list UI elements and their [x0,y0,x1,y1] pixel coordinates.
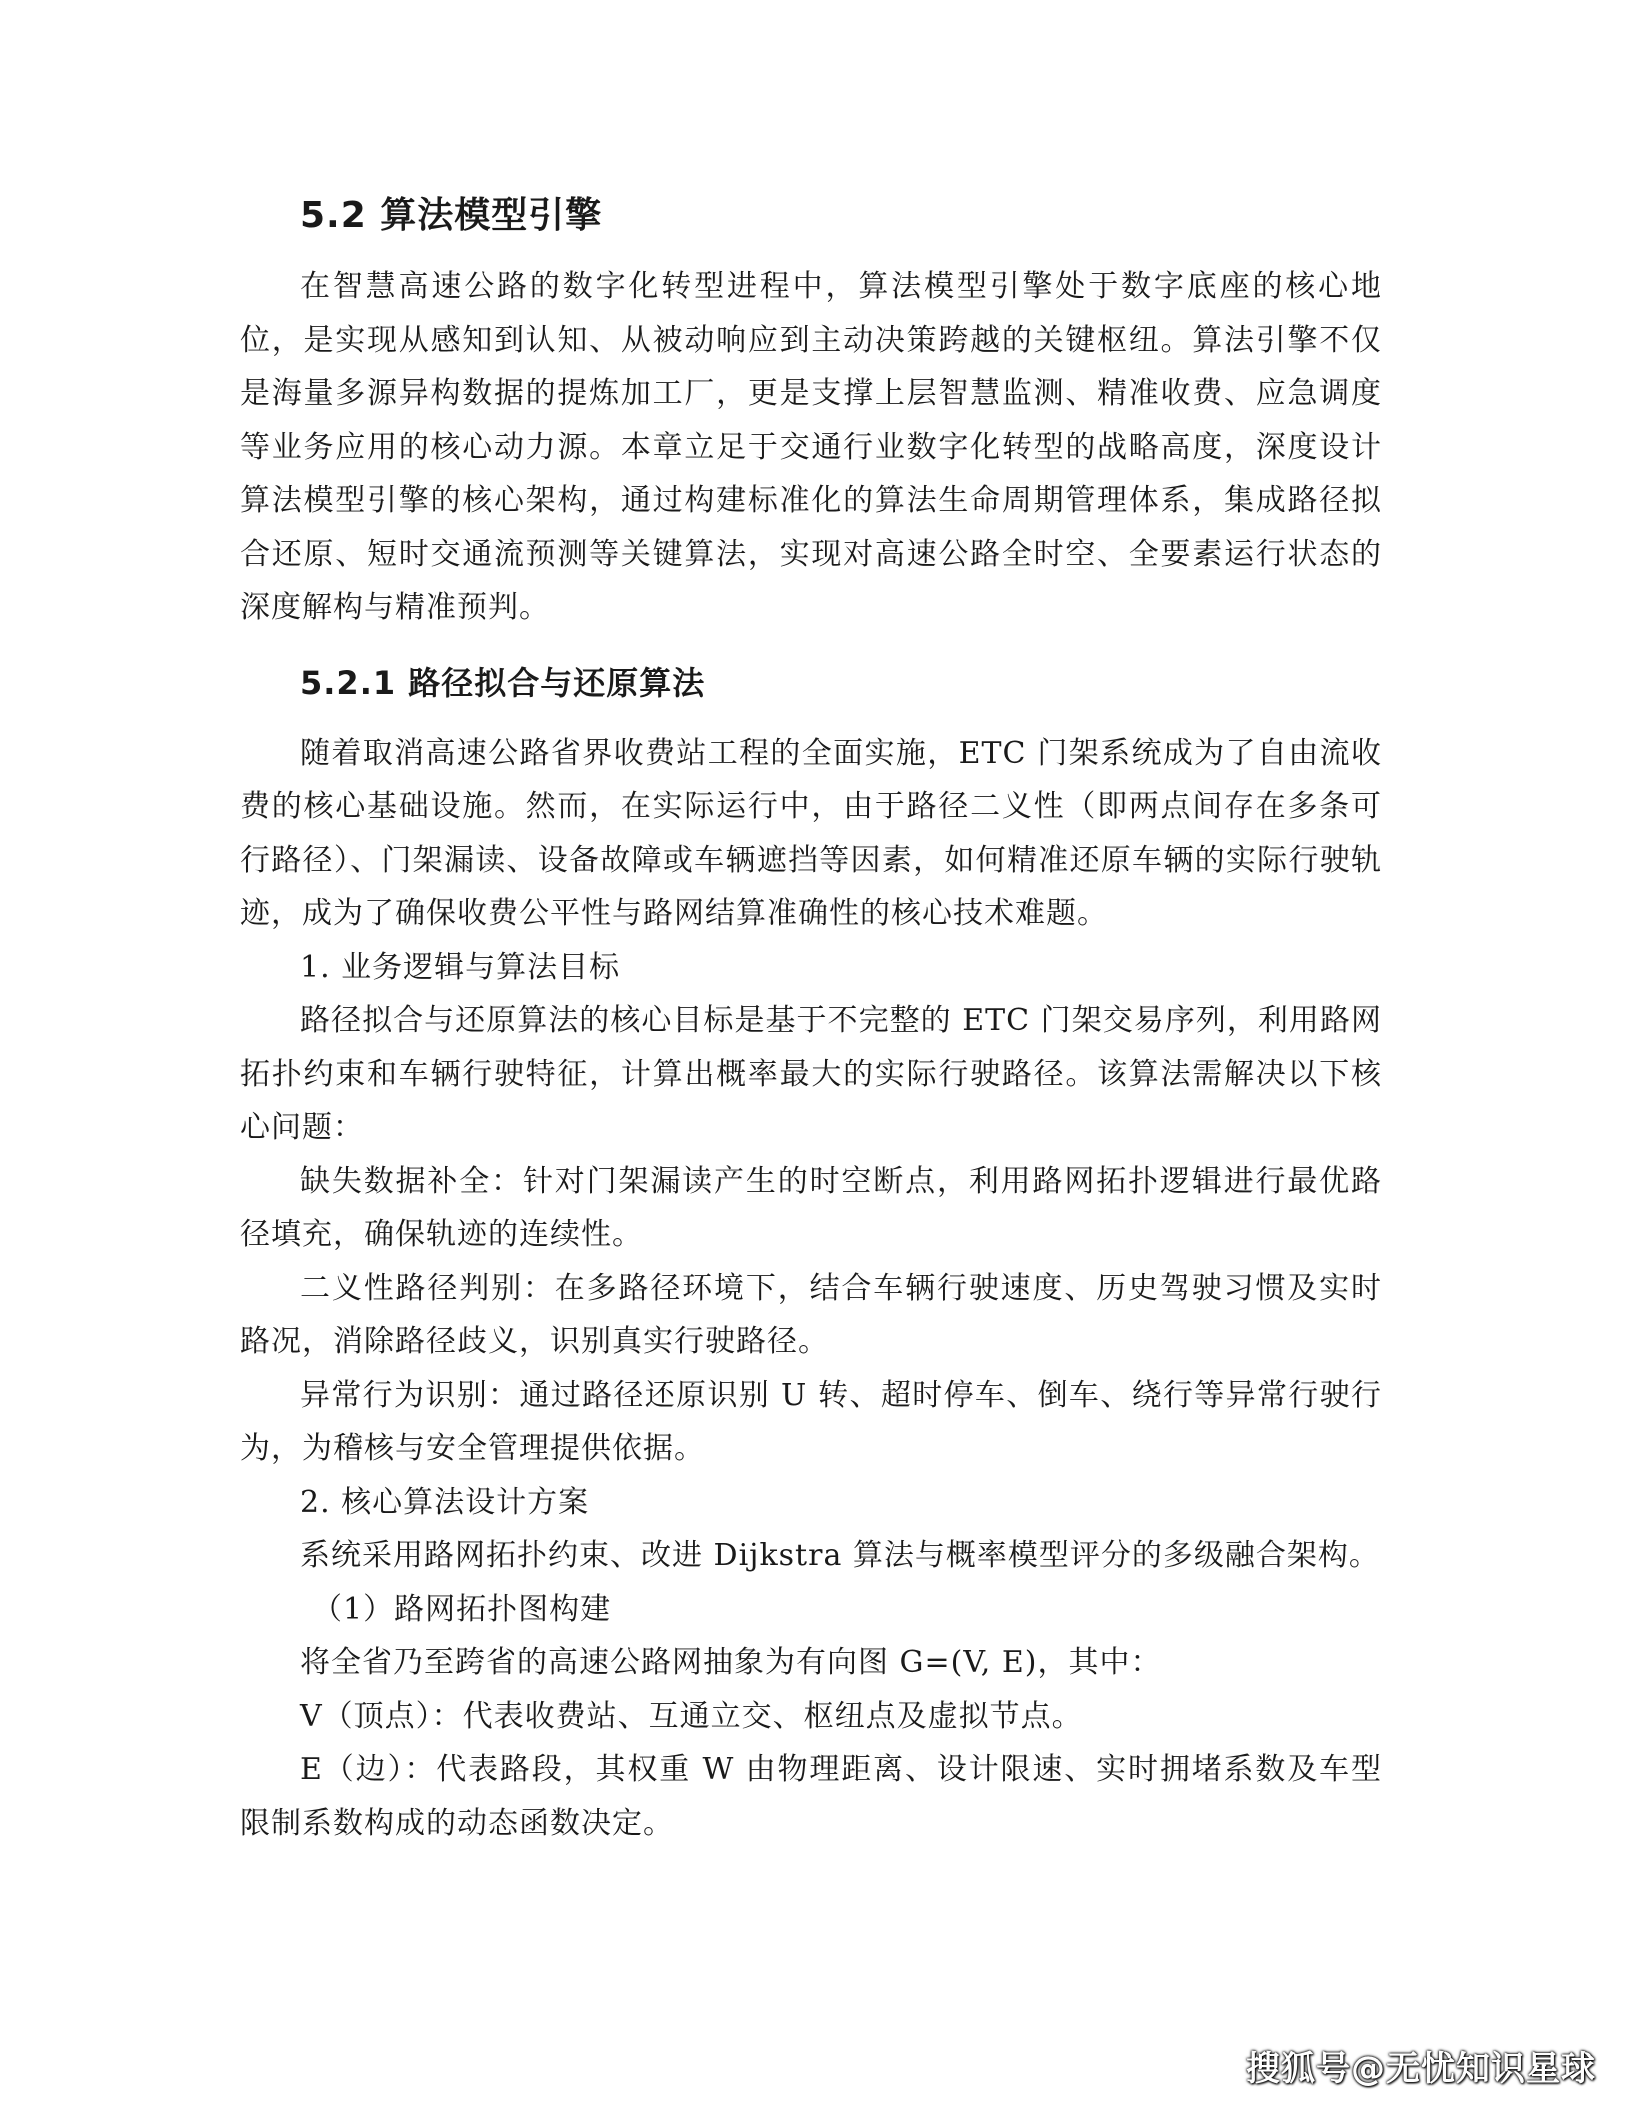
paragraph: 路径拟合与还原算法的核心目标是基于不完整的 ETC 门架交易序列，利用路网拓扑约束和车辆行驶特征，计算出概率最大的实际行驶路径。该算法需解决以下核心问题： [240,1003,1382,1145]
list-item-heading: 2. 核心算法设计方案 [300,1484,590,1520]
paragraph: E（边）：代表路段，其权重 W 由物理距离、设计限速、实时拥堵系数及车型限制系数构成的动态函数决定。 [240,1752,1382,1841]
paragraph: 随着取消高速公路省界收费站工程的全面实施，ETC 门架系统成为了自由流收费的核心基础设施。然而，在实际运行中，由于路径二义性（即两点间存在多条可行路径）、门架漏读、设备故障或车辆遮挡等因素，如何精准还原车辆的实际行驶轨迹，成为了确保收费公平性与路网结算准确性的核心技术难题。 [240,735,1382,931]
paragraph: 缺失数据补全：针对门架漏读产生的时空断点，利用路网拓扑逻辑进行最优路径填充，确保轨迹的连续性。 [240,1163,1382,1252]
section-heading: 5.2 算法模型引擎 [300,195,603,236]
paragraph: 将全省乃至跨省的高速公路网抽象为有向图 G=(V, E)，其中： [300,1645,1162,1680]
watermark: 搜狐号@无忧知识星球 [1246,2049,1596,2089]
paragraph: 系统采用路网拓扑约束、改进 Dijkstra 算法与概率模型评分的多级融合架构。 [300,1538,1380,1573]
section-intro-paragraph: 在智慧高速公路的数字化转型进程中，算法模型引擎处于数字底座的核心地位，是实现从感知到认知、从被动响应到主动决策跨越的关键枢纽。算法引擎不仅是海量多源异构数据的提炼加工厂，更是支撑上层智慧监测、精准收费、应急调度等业务应用的核心动力源。本章立足于交通行业数字化转型的战略高度，深度设计算法模型引擎的核心架构，通过构建标准化的算法生命周期管理体系，集成路径拟合还原、短时交通流预测等关键算法，实现对高速公路全时空、全要素运行状态的深度解构与精准预判。 [240,269,1382,625]
list-item-heading: 1. 业务逻辑与算法目标 [300,949,621,985]
paragraph: 异常行为识别：通过路径还原识别 U 转、超时停车、倒车、绕行等异常行驶行为，为稽核与安全管理提供依据。 [240,1377,1382,1466]
page-content [240,190,1382,1850]
paragraph: 二义性路径判别：在多路径环境下，结合车辆行驶速度、历史驾驶习惯及实时路况，消除路径歧义，识别真实行驶路径。 [240,1270,1382,1359]
subsection-heading: 5.2.1 路径拟合与还原算法 [300,663,706,702]
paragraph: V（顶点）：代表收费站、互通立交、枢纽点及虚拟节点。 [300,1698,1083,1734]
sub-item-heading: （1）路网拓扑图构建 [312,1591,612,1627]
